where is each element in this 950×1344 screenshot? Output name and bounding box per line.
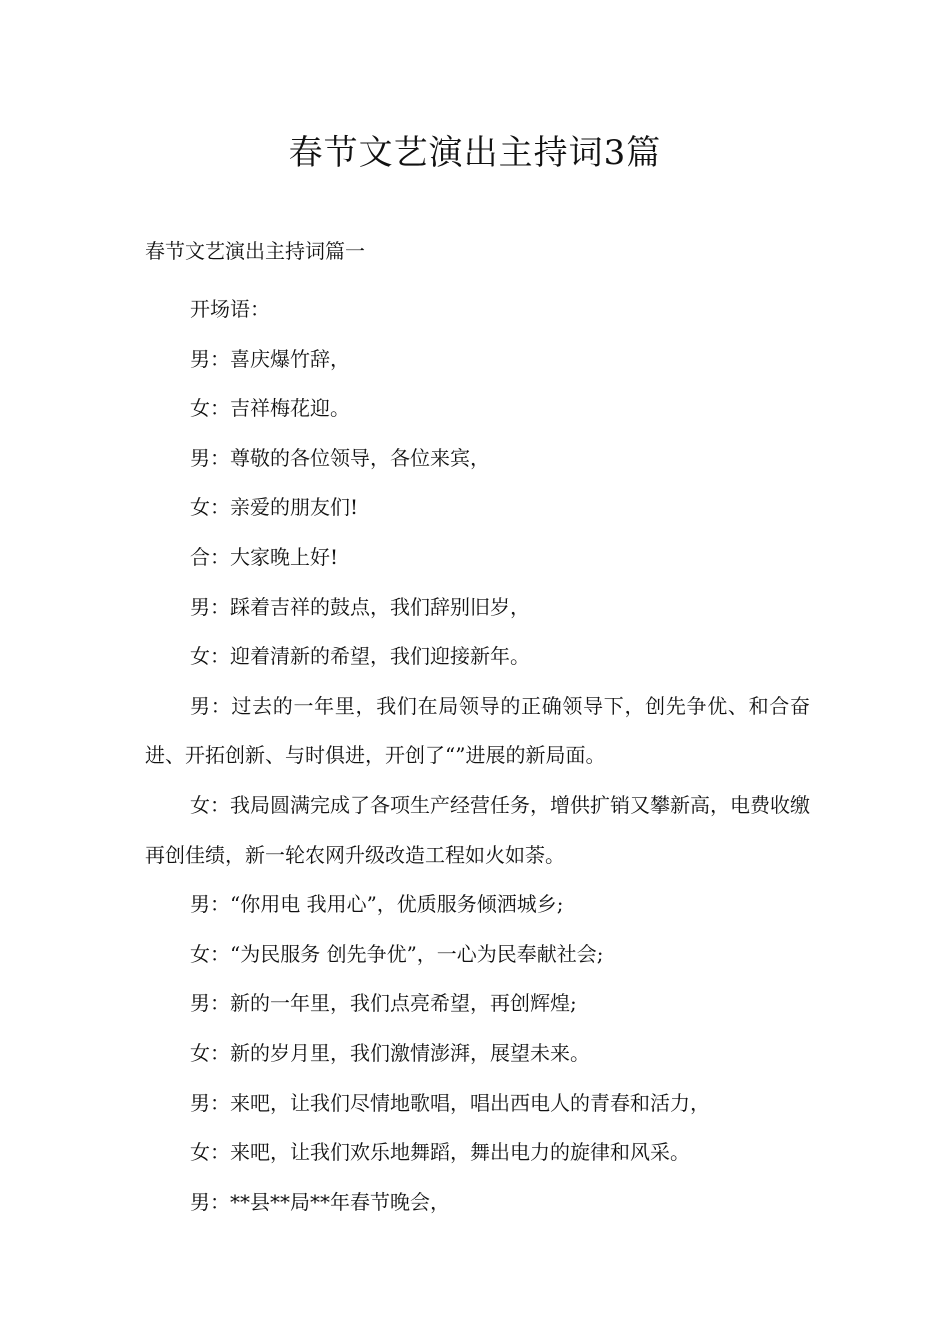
paragraph: 合：大家晚上好! [190, 544, 339, 569]
paragraph-opening: 开场语： [190, 297, 270, 321]
paragraph: 女：我局圆满完成了各项生产经营任务，增供扩销又攀新高，电费收缴再创佳绩，新一轮农网升级改造工程如火如荼。 [145, 792, 810, 867]
paragraph: 男：新的一年里，我们点亮希望，再创辉煌; [190, 991, 577, 1016]
document-body [145, 285, 810, 1227]
document-title: 春节文艺演出主持词3篇 [288, 133, 662, 173]
paragraph: 男：尊敬的各位领导，各位来宾， [190, 445, 490, 470]
paragraph: 男：过去的一年里，我们在局领导的正确领导下，创先争优、和合奋进、开拓创新、与时俱进，开创了“”进展的新局面。 [145, 693, 810, 768]
paragraph: 男：**县**局**年春节晚会， [190, 1189, 450, 1214]
paragraph: 男：喜庆爆竹辞， [190, 346, 350, 371]
paragraph: 女：迎着清新的希望，我们迎接新年。 [190, 644, 530, 669]
paragraph: 男：来吧，让我们尽情地歌唱，唱出西电人的青春和活力， [190, 1090, 710, 1115]
paragraph: 男：踩着吉祥的鼓点，我们辞别旧岁， [190, 594, 530, 619]
paragraph: 男：“你用电 我用心”，优质服务倾洒城乡; [190, 892, 564, 917]
paragraph: 女：吉祥梅花迎。 [190, 396, 350, 421]
paragraph: 女：“为民服务 创先争优”，一心为民奉献社会; [190, 941, 604, 966]
paragraph: 女：亲爱的朋友们! [190, 495, 359, 520]
paragraph: 女：来吧，让我们欢乐地舞蹈，舞出电力的旋律和风采。 [190, 1140, 690, 1165]
paragraph: 女：新的岁月里，我们激情澎湃，展望未来。 [190, 1040, 590, 1065]
section-heading: 春节文艺演出主持词篇一 [145, 239, 365, 263]
